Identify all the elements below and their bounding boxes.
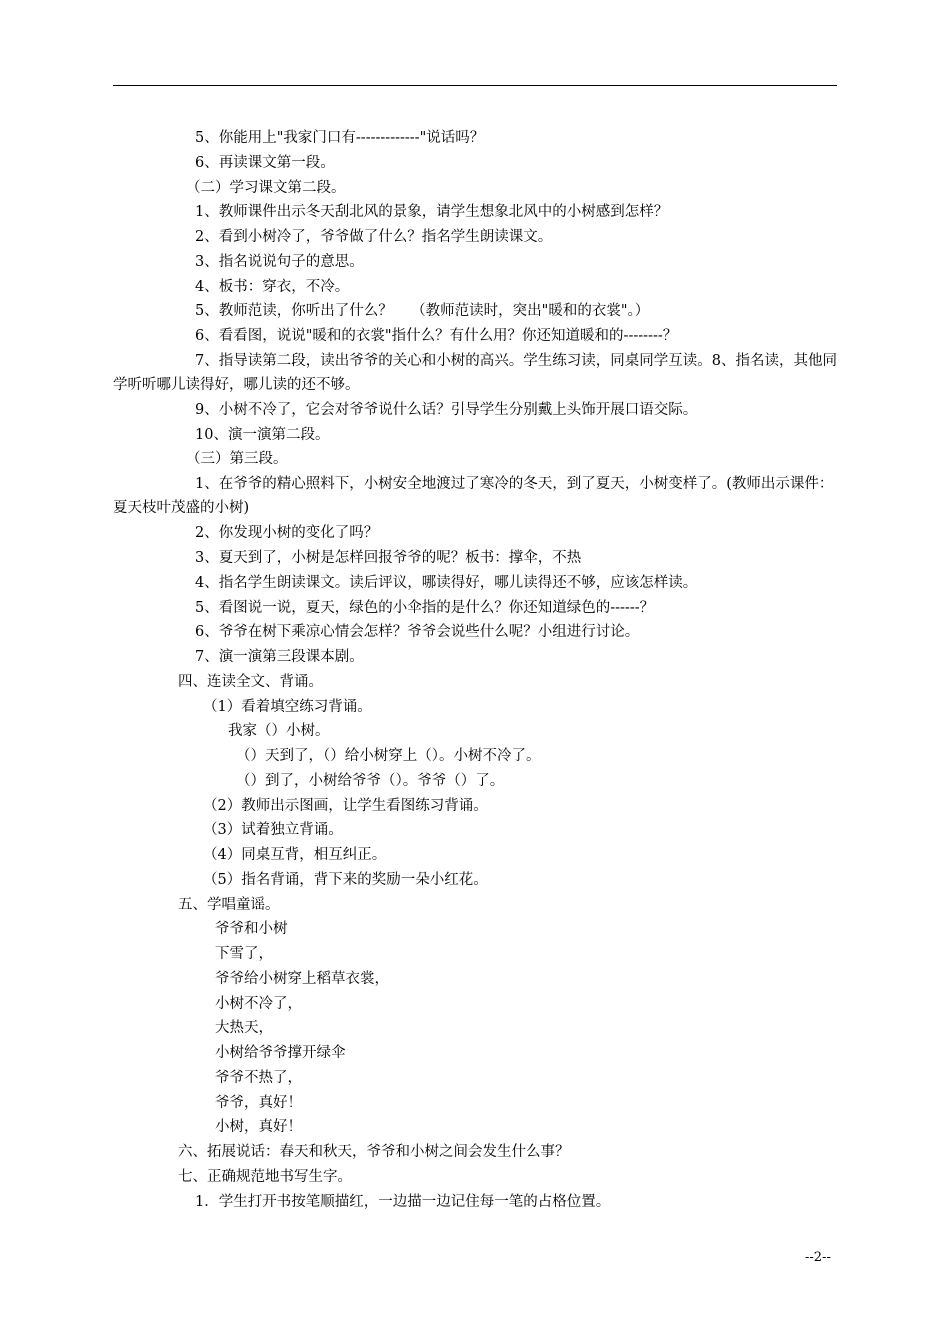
paragraph: 7、指导读第二段，读出爷爷的关心和小树的高兴。学生练习读，同桌同学互读。8、指名读，其他同学听听哪儿读得好，哪儿读的还不够。 [113, 353, 837, 393]
text-line: 1、教师课件出示冬天刮北风的景象，请学生想象北风中的小树感到怎样？ [195, 204, 669, 220]
section-heading: 五、学唱童谣。 [178, 897, 280, 913]
text-line: 6、爷爷在树下乘凉心情会怎样？爷爷会说些什么呢？小组进行讨论。 [195, 624, 640, 640]
text-line: 3、夏天到了，小树是怎样回报爷爷的呢？板书：撑伞，不热 [195, 550, 582, 566]
text-line: 5、你能用上"我家门口有-------------"说话吗？ [195, 130, 485, 146]
text-line: 2、看到小树冷了，爷爷做了什么？指名学生朗读课文。 [195, 229, 553, 245]
text-line: 9、小树不冷了，它会对爷爷说什么话？引导学生分别戴上头饰开展口语交际。 [195, 402, 698, 418]
section-heading: （二）学习课文第二段。 [186, 180, 346, 196]
text-line: 2、你发现小树的变化了吗？ [195, 525, 379, 541]
text-line: （3）试着独立背诵。 [203, 822, 343, 838]
poem-line: 下雪了， [215, 946, 273, 962]
text-line: 4、指名学生朗读课文。读后评议，哪读得好，哪儿读得还不够，应该怎样读。 [195, 575, 698, 591]
poem-line: 爷爷不热了， [215, 1070, 302, 1086]
section-heading: 四、连读全文、背诵。 [178, 674, 323, 690]
section-heading: （三）第三段。 [186, 451, 288, 467]
text-line: 10、演一演第二段。 [195, 427, 330, 443]
poem-line: 小树，真好！ [215, 1119, 302, 1135]
section-heading: 六、拓展说话：春天和秋天，爷爷和小树之间会发生什么事？ [178, 1144, 570, 1160]
text-line: 7、演一演第三段课本剧。 [195, 649, 364, 665]
text-line: 6、再读课文第一段。 [195, 155, 335, 171]
poem-line: 爷爷给小树穿上稻草衣裳， [215, 971, 389, 987]
poem-line: 小树不冷了， [215, 996, 302, 1012]
poem-line: 小树给爷爷撑开绿伞 [215, 1045, 346, 1061]
section-heading: 七、正确规范地书写生字。 [178, 1169, 352, 1185]
text-line: （）天到了，（）给小树穿上（）。小树不冷了。 [236, 748, 541, 764]
text-line: （）到了，小树给爷爷（）。爷爷（）了。 [236, 773, 505, 789]
poem-line: 大热天， [215, 1020, 273, 1036]
paragraph: 1、在爷爷的精心照料下，小树安全地渡过了寒冷的冬天，到了夏天，小树变样了。(教师出示课件：夏天枝叶茂盛的小树) [113, 476, 834, 516]
text-line: 5、教师范读，你听出了什么？ （教师范读时，突出"暖和的衣裳"。） [195, 303, 650, 319]
text-line: （4）同桌互背，相互纠正。 [203, 847, 387, 863]
text-line: 1．学生打开书按笔顺描红，一边描一边记住每一笔的占格位置。 [195, 1194, 611, 1210]
page-number: --2-- [805, 1250, 831, 1265]
text-line: 3、指名说说句子的意思。 [195, 254, 364, 270]
text-line: 6、看看图，说说"暖和的衣裳"指什么？有什么用？你还知道暖和的--------？ [195, 328, 678, 344]
poem-title: 爷爷和小树 [215, 921, 288, 937]
text-line: 我家（）小树。 [228, 723, 330, 739]
header-rule [113, 85, 837, 86]
poem-line: 爷爷，真好！ [215, 1095, 302, 1111]
text-line: （1）看着填空练习背诵。 [203, 699, 372, 715]
text-line: 4、板书：穿衣，不冷。 [195, 279, 350, 295]
text-line: （2）教师出示图画，让学生看图练习背诵。 [203, 798, 488, 814]
text-line: （5）指名背诵，背下来的奖励一朵小红花。 [203, 872, 488, 888]
text-line: 5、看图说一说，夏天，绿色的小伞指的是什么？你还知道绿色的------？ [195, 600, 655, 616]
